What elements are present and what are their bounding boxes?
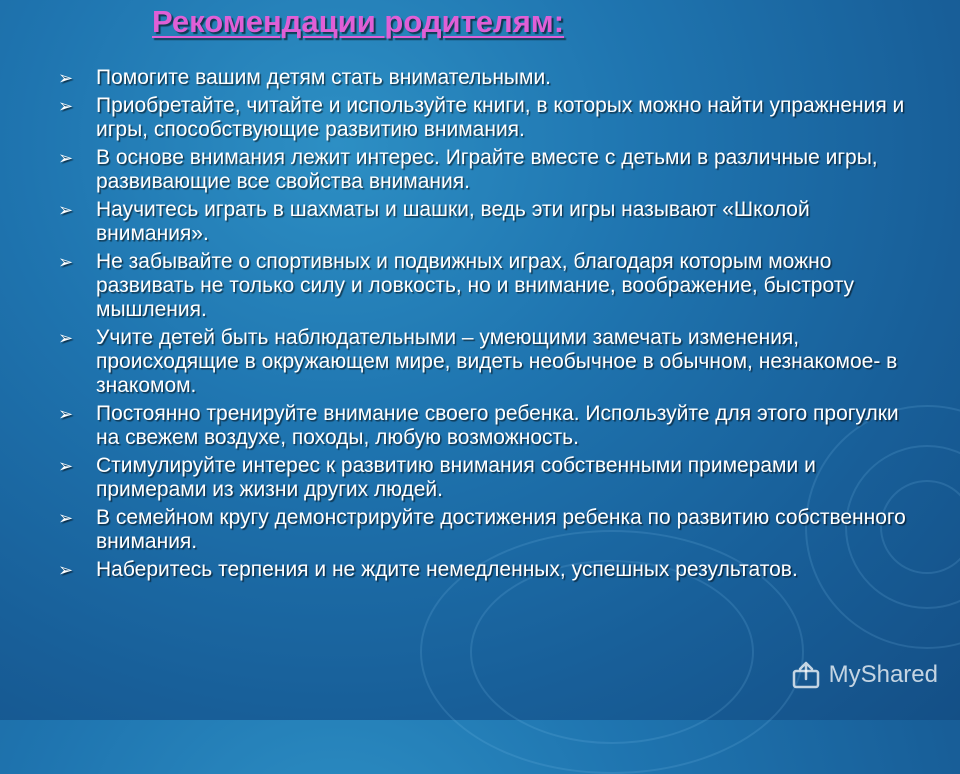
bullet-text: Научитесь играть в шахматы и шашки, ведь эти игры называют «Школой внимания». bbox=[96, 198, 810, 245]
arrow-bullet-icon: ➢ bbox=[58, 96, 74, 116]
bullet-text: Приобретайте, читайте и используйте книги, в которых можно найти упражнения и игры, способствующие развитию внимания. bbox=[96, 94, 905, 141]
bullet-item bbox=[58, 66, 918, 90]
arrow-bullet-icon: ➢ bbox=[58, 200, 74, 220]
bullet-text: Учите детей быть наблюдательными – умеющими замечать изменения, происходящие в окружающем мире, видеть необычное в обычном, незнакомое- в знакомом. bbox=[96, 326, 898, 397]
bullet-text: Помогите вашим детям стать внимательными. bbox=[96, 66, 552, 89]
bullet-item bbox=[58, 506, 918, 554]
arrow-bullet-icon: ➢ bbox=[58, 148, 74, 168]
bullet-item bbox=[58, 326, 918, 398]
bullet-item bbox=[58, 402, 918, 450]
bullet-item bbox=[58, 558, 918, 582]
arrow-bullet-icon: ➢ bbox=[58, 508, 74, 528]
arrow-bullet-icon: ➢ bbox=[58, 252, 74, 272]
bullet-item bbox=[58, 250, 918, 322]
bullet-item bbox=[58, 454, 918, 502]
arrow-bullet-icon: ➢ bbox=[58, 328, 74, 348]
background-ripple bbox=[470, 560, 754, 744]
myshared-logo-icon bbox=[791, 660, 821, 690]
recommendations-list bbox=[58, 66, 918, 586]
bullet-text: В семейном кругу демонстрируйте достижения ребенка по развитию собственного внимания. bbox=[96, 506, 906, 553]
bullet-text: Не забывайте о спортивных и подвижных играх, благодаря которым можно развивать не только силу и ловкость, но и внимание, воображение, быстроту мышления. bbox=[96, 250, 855, 321]
arrow-bullet-icon: ➢ bbox=[58, 404, 74, 424]
arrow-bullet-icon: ➢ bbox=[58, 560, 74, 580]
bullet-text: Постоянно тренируйте внимание своего ребенка. Используйте для этого прогулки на свежем воздухе, походы, любую возможность. bbox=[96, 402, 899, 449]
bullet-text: Наберитесь терпения и не ждите немедленных, успешных результатов. bbox=[96, 558, 798, 581]
bullet-item bbox=[58, 198, 918, 246]
slide-title: Рекомендации родителям: bbox=[152, 4, 565, 39]
bullet-item bbox=[58, 146, 918, 194]
arrow-bullet-icon: ➢ bbox=[58, 456, 74, 476]
watermark-text: MyShared bbox=[828, 661, 938, 688]
bullet-text: В основе внимания лежит интерес. Играйте вместе с детьми в различные игры, развивающие все свойства внимания. bbox=[96, 146, 878, 193]
myshared-watermark bbox=[791, 660, 938, 690]
arrow-bullet-icon: ➢ bbox=[58, 68, 74, 88]
bullet-text: Стимулируйте интерес к развитию внимания собственными примерами и примерами из жизни других людей. bbox=[96, 454, 816, 501]
bullet-item bbox=[58, 94, 918, 142]
